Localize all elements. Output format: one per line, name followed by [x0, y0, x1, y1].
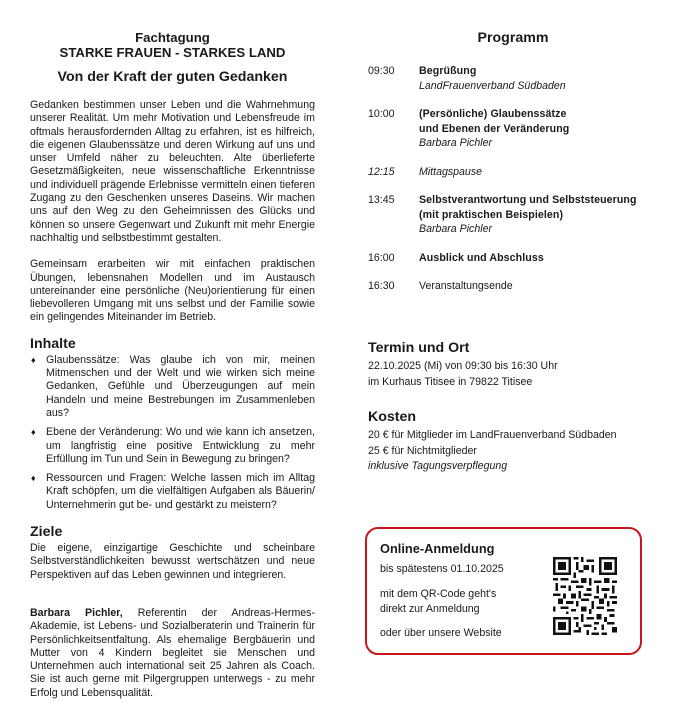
registration-heading: Online-Anmeldung [380, 541, 495, 556]
intro-paragraph-1: Gedanken bestimmen unser Leben und die Wahrnehmung unserer Realität. Um mehr Motivation und Lebensfreude im oftmals herausfordernden Alltag zu erfahren, ist es hilfreich, die eigenen Glaubenssätze und deren Wirkung auf uns und unser Umfeld näher zu beleuchten. Alte überlieferte Gesetzmäßigkeiten, neue wissenschaftliche Erkenntnisse und individuell prägende Erlebnisse vermitteln einen tieferen Zugang zu den Geschenken unseres Daseins. Wir machen uns auf den Weg zu den Geheimnissen des Glücks und können so unsere Gegenwart und Zukunft mit mehr Energie nachhaltig und selbstbestimmt gestalten. [30, 99, 315, 244]
program-time: 09:30 [368, 65, 395, 77]
list-item-text: Ebene der Veränderung: Wo und wie kann ich ansetzen, um langfristig eine positive Entwicklung zu mehr Erfüllung im Tun und Sein in Bewegung zu bringen? [46, 426, 315, 465]
registration-deadline: bis spätestens 01.10.2025 [380, 563, 504, 575]
termin-section [368, 340, 558, 390]
list-item [30, 472, 315, 512]
program-title-line-2: (mit praktischen Beispielen) [419, 208, 564, 221]
list-item [30, 426, 315, 466]
kosten-heading: Kosten [368, 409, 417, 425]
program-item [368, 64, 658, 93]
program-item [368, 251, 658, 266]
diamond-bullet-icon: ♦ [31, 427, 36, 438]
registration-qr-line-2: direkt zur Anmeldung [380, 603, 480, 615]
left-column [30, 30, 315, 711]
program-time: 16:00 [368, 251, 395, 264]
diamond-bullet-icon: ♦ [31, 354, 36, 365]
program-title-line-2: und Ebenen der Veränderung [419, 122, 570, 135]
program-title: Ausblick und Abschluss [419, 251, 544, 264]
program-heading: Programm [477, 30, 549, 46]
list-item-text: Glaubenssätze: Was glaube ich von mir, meinen Mitmenschen und der Welt und wie wirken sich meine Gedanken, Gefühle und Überzeugungen auf mein Handeln und meine Bestrebungen im Zusammenleben aus? [46, 353, 315, 419]
speaker-name: Barbara Pichler, [30, 606, 123, 619]
ziele-text: Die eigene, einzigartige Geschichte und scheinbare Selbstverständlichkeiten bewusst wertschätzen und neue Perspektiven auf das Leben gewinnen und integrieren. [30, 542, 315, 581]
program-title: Begrüßung [419, 65, 477, 77]
event-type: Fachtagung [135, 30, 210, 45]
program-item [368, 193, 658, 237]
speaker-bio [30, 607, 315, 700]
program-item [368, 107, 658, 151]
inhalte-list [30, 354, 315, 512]
program-speaker: Barbara Pichler [419, 223, 493, 235]
kosten-members: 20 € für Mitglieder im LandFrauenverband Südbaden [368, 429, 617, 441]
registration-box [365, 527, 642, 655]
program-item [368, 279, 658, 294]
program-note: Mittagspause [419, 165, 483, 178]
event-subtitle: Von der Kraft der guten Gedanken [57, 69, 288, 85]
diamond-bullet-icon: ♦ [31, 473, 36, 484]
program-time: 10:00 [368, 108, 395, 120]
program-title: Selbstverantwortung und Selbststeuerung [419, 194, 637, 206]
intro-paragraph-2: Gemeinsam erarbeiten wir mit einfachen praktischen Übungen, lebensnahen Modellen und im Austausch untereinander eine persönliche (Neu)orientierung für einen liebevolleren Umgang mit uns selbst und der Familie sowie ein gelingendes Miteinander im Betrieb. [30, 258, 315, 324]
kosten-non-members: 25 € für Nichtmitglieder [368, 444, 477, 457]
termin-heading: Termin und Ort [368, 340, 470, 356]
kosten-section [368, 409, 617, 475]
list-item [30, 354, 315, 420]
event-title-block [30, 30, 315, 60]
kosten-note: inklusive Tagungsverpflegung [368, 460, 508, 472]
program-time: 16:30 [368, 280, 395, 292]
program-section [368, 30, 658, 294]
registration-qr-line-1: mit dem QR-Code geht's [380, 588, 497, 600]
program-time: 12:15 [368, 165, 395, 178]
program-speaker: LandFrauenverband Südbaden [419, 79, 566, 92]
program-plain: Veranstaltungsende [419, 280, 513, 292]
ziele-heading: Ziele [30, 524, 63, 541]
termin-date: 22.10.2025 (Mi) von 09:30 bis 16:30 Uhr [368, 360, 558, 372]
program-item [368, 165, 658, 180]
list-item-text: Ressourcen und Fragen: Welche lassen mich im Alltag Kraft schöpfen, um die vielfältigen Aufgaben als Bäuerin/ Unternehmerin gut be- und gestärkt zu meistern? [46, 472, 315, 511]
qr-code-icon[interactable] [553, 557, 617, 635]
program-time: 13:45 [368, 194, 395, 206]
speaker-bio-text: Referentin der Andreas-Hermes-Akademie, ist Lebens- und Sozialberaterin und Trainerin für Persönlichkeitsentfaltung. Als ehemalige Bergbäuerin und Mutter von 4 Kindern begleitet sie Menschen und Unternehmen auch international seit 25 Jahren als Coach. Sie ist auch gerne mit Pilgergruppen unterwegs - zu mehr Erfolg und Lebensqualität. [30, 606, 315, 699]
termin-place: im Kurhaus Titisee in 79822 Titisee [368, 375, 533, 388]
registration-website-line: oder über unsere Website [380, 627, 502, 639]
program-title: (Persönliche) Glaubenssätze [419, 108, 567, 120]
inhalte-heading: Inhalte [30, 335, 76, 352]
program-speaker: Barbara Pichler [419, 137, 493, 149]
program-list [368, 64, 658, 294]
event-title: STARKE FRAUEN - STARKES LAND [59, 45, 286, 60]
